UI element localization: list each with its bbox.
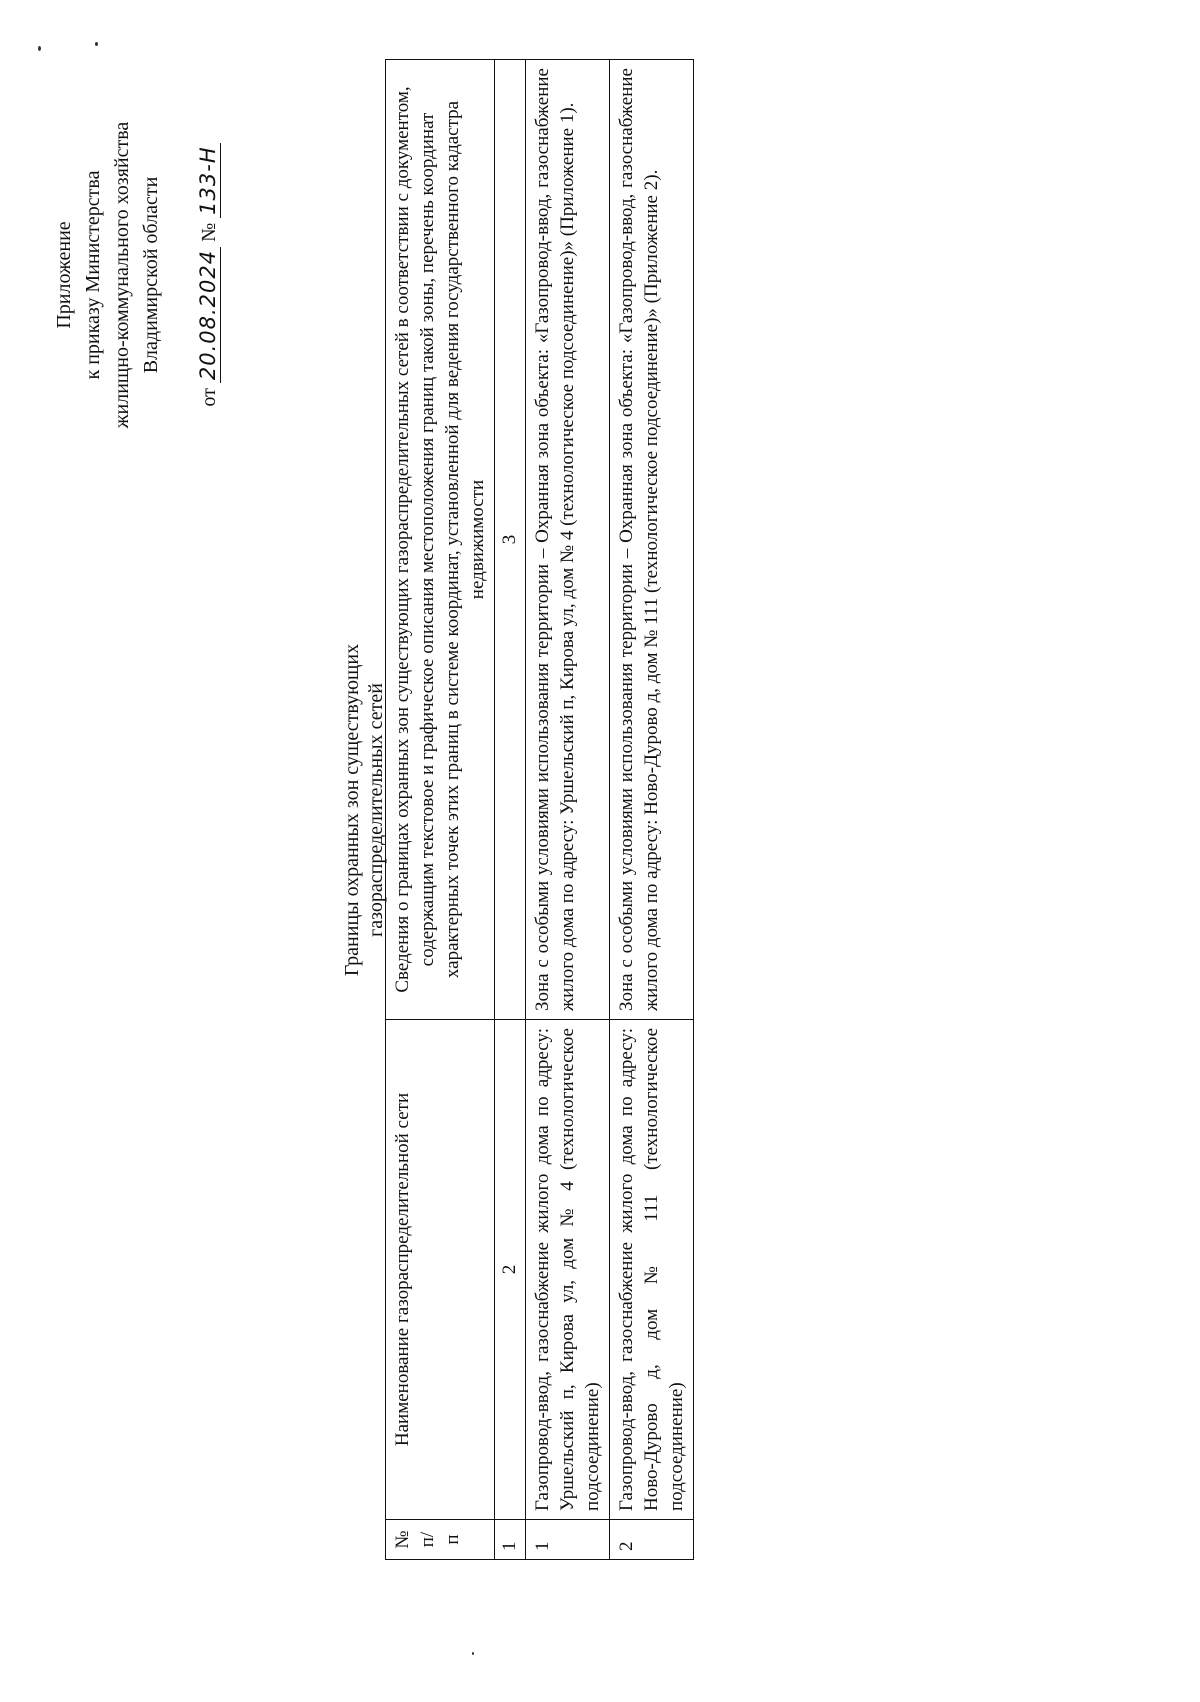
document-title: [340, 60, 388, 1560]
zones-table: [385, 59, 694, 1560]
row-network-name: Газопровод-ввод, газоснабжение жилого дома по адресу: Ново-Дурово д, дом № 111 (технологическое подсоединение): [610, 1020, 694, 1520]
appendix-title: Приложение: [53, 221, 75, 329]
rotated-content: [53, 60, 1025, 1560]
row-number: 2: [610, 1520, 694, 1560]
column-number-3: 3: [495, 60, 526, 1020]
column-number-1: 1: [495, 1520, 526, 1560]
appendix-region: Владимирской области: [140, 176, 162, 374]
handwritten-number: 133-Н: [196, 143, 221, 217]
table-column-numbers-row: [495, 60, 526, 1560]
date-prefix: от: [198, 388, 220, 407]
row-zone-info: Зона с особыми условиями использования территории – Охранная зона объекта: «Газопровод-ввод, газоснабжение жилого дома по адресу: Ново-Дурово д, дом № 111 (технологическое подсоединение)» (Приложение 2).: [610, 60, 694, 1020]
header-zone-info: Сведения о границах охранных зон существующих газораспределительных сетей в соответствии с документом, содержащим текстовое и графическое описания местоположения границ такой зоны, перечень координат характерных точек этих границ в системе координат, установленной для ведения государственного кадастра недвижимости: [386, 60, 495, 1020]
appendix-date-line: [194, 60, 224, 490]
row-number: 1: [526, 1520, 610, 1560]
row-zone-info: Зона с особыми условиями использования территории – Охранная зона объекта: «Газопровод-ввод, газоснабжение жилого дома по адресу: Уршельский п, Кирова ул, дом № 4 (технологическое подсоединение)» (Приложение 1).: [526, 60, 610, 1020]
number-prefix: №: [198, 222, 220, 242]
scan-speck: [472, 1652, 474, 1655]
title-line-1: Границы охранных зон существующих: [341, 643, 363, 977]
column-number-2: 2: [495, 1020, 526, 1520]
appendix-header: [50, 60, 224, 490]
table-row: [610, 60, 694, 1560]
appendix-ministry: жилищно-коммунального хозяйства: [111, 121, 133, 429]
table-row: [526, 60, 610, 1560]
appendix-order-ref: к приказу Министерства: [82, 170, 104, 380]
header-number: № п/п: [386, 1520, 495, 1560]
title-line-2: газораспределительных сетей: [365, 683, 387, 937]
row-network-name: Газопровод-ввод, газоснабжение жилого дома по адресу: Уршельский п, Кирова ул, дом № 4 (технологическое подсоединение): [526, 1020, 610, 1520]
scan-speck: [38, 46, 41, 51]
table-header-row: [386, 60, 495, 1560]
scan-speck: [95, 42, 98, 46]
handwritten-date: 20.08.2024: [196, 247, 221, 383]
header-network-name: Наименование газораспределительной сети: [386, 1020, 495, 1520]
